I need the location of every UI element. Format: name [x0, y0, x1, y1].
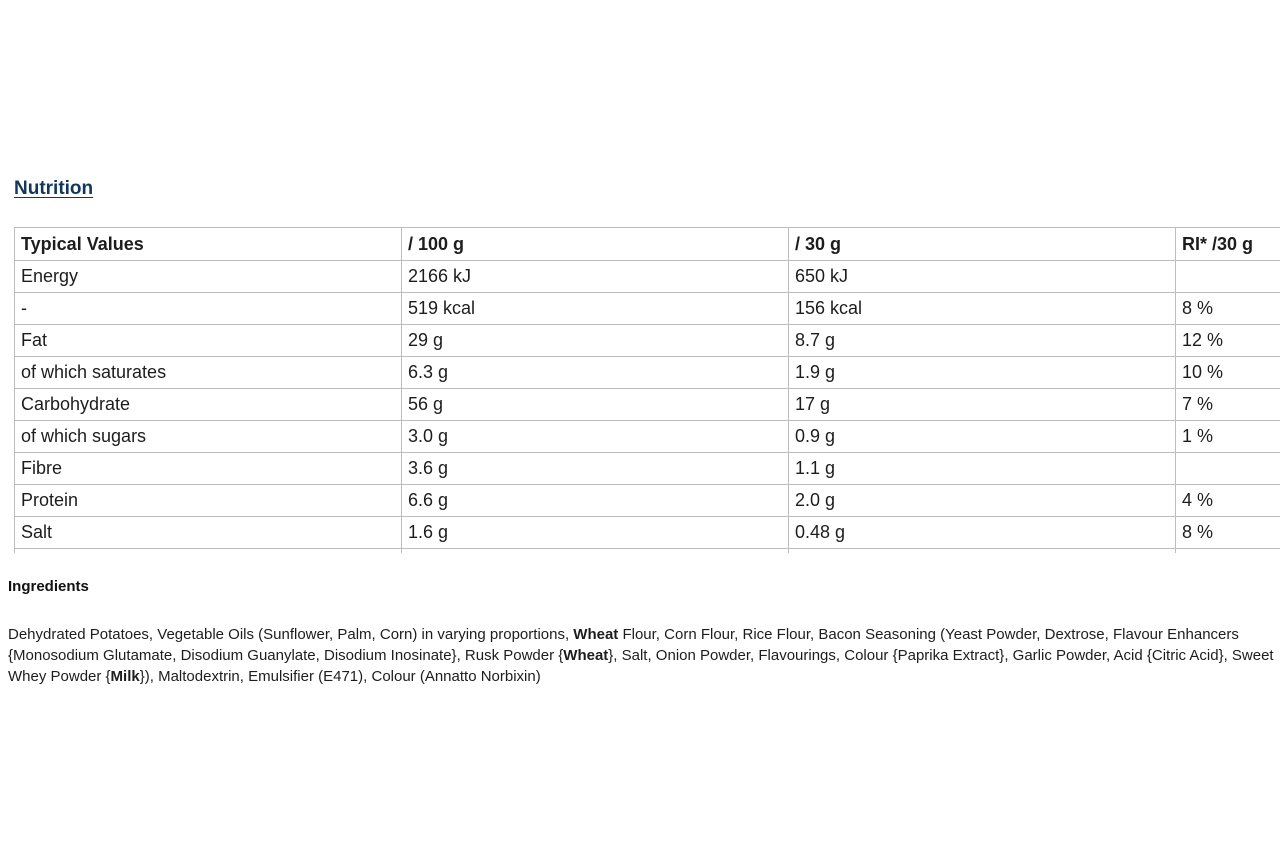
- header-per-100g: / 100 g: [402, 228, 789, 261]
- nutrient-name: Salt: [15, 517, 402, 549]
- value-ri: [1176, 261, 1280, 293]
- value-per-100g: 3.0 g: [402, 421, 789, 453]
- value-ri: 12 %: [1176, 325, 1280, 357]
- nutrition-row-sugars: [15, 421, 1280, 453]
- nutrient-name: of which saturates: [15, 357, 402, 389]
- nutrient-name: -: [15, 293, 402, 325]
- ingredients-heading: Ingredients: [8, 578, 89, 595]
- nutrition-row-energy-kj: [15, 261, 1280, 293]
- nutrition-row-saturates: [15, 357, 1280, 389]
- value-ri: 4 %: [1176, 485, 1280, 517]
- spacer-cell: [15, 549, 402, 554]
- nutrient-name: Energy: [15, 261, 402, 293]
- spacer-cell: [402, 549, 789, 554]
- value-ri: [1176, 453, 1280, 485]
- value-per-30g: 1.1 g: [789, 453, 1176, 485]
- ingredients-allergen: Milk: [110, 668, 140, 685]
- value-ri: 8 %: [1176, 517, 1280, 549]
- ingredients-allergen: Wheat: [563, 647, 609, 664]
- nutrient-name: of which sugars: [15, 421, 402, 453]
- nutrition-header-row: [15, 228, 1280, 261]
- value-per-100g: 6.6 g: [402, 485, 789, 517]
- value-per-100g: 1.6 g: [402, 517, 789, 549]
- spacer-cell: [789, 549, 1176, 554]
- value-per-100g: 3.6 g: [402, 453, 789, 485]
- table-spacer-row: [15, 549, 1280, 554]
- header-typical-values: Typical Values: [15, 228, 402, 261]
- ingredients-segment: }, Salt, Onion Powder, Flavourings, Colour {Paprika Extract}, Garlic Powder, Acid {Citric Acid}, Sweet Whey Powder {: [8, 647, 1274, 685]
- value-per-30g: 650 kJ: [789, 261, 1176, 293]
- value-ri: 10 %: [1176, 357, 1280, 389]
- value-per-30g: 0.48 g: [789, 517, 1176, 549]
- nutrition-table: [14, 227, 1280, 553]
- nutrition-row-salt: [15, 517, 1280, 549]
- ingredients-text: [8, 624, 1276, 687]
- header-per-30g: / 30 g: [789, 228, 1176, 261]
- ingredients-segment: Flour, Corn Flour, Rice Flour, Bacon Seasoning (Yeast Powder, Dextrose, Flavour Enhancers {Monosodium Glutamate, Disodium Guanylate, Disodium Inosinate}, Rusk Powder {: [8, 626, 1239, 664]
- ingredients-segment: }), Maltodextrin, Emulsifier (E471), Colour (Annatto Norbixin): [139, 668, 541, 685]
- value-ri: 1 %: [1176, 421, 1280, 453]
- ingredients-allergen: Wheat: [573, 626, 619, 643]
- ingredients-segment: Dehydrated Potatoes, Vegetable Oils (Sunflower, Palm, Corn) in varying proportions,: [8, 626, 574, 643]
- nutrient-name: Protein: [15, 485, 402, 517]
- nutrition-row-protein: [15, 485, 1280, 517]
- nutrient-name: Fat: [15, 325, 402, 357]
- nutrient-name: Carbohydrate: [15, 389, 402, 421]
- value-per-100g: 56 g: [402, 389, 789, 421]
- value-ri: 7 %: [1176, 389, 1280, 421]
- nutrient-name: Fibre: [15, 453, 402, 485]
- value-per-30g: 17 g: [789, 389, 1176, 421]
- value-per-30g: 0.9 g: [789, 421, 1176, 453]
- value-per-30g: 1.9 g: [789, 357, 1176, 389]
- spacer-cell: [1176, 549, 1280, 554]
- value-per-100g: 29 g: [402, 325, 789, 357]
- header-ri-per-30g: RI* /30 g: [1176, 228, 1280, 261]
- value-per-30g: 2.0 g: [789, 485, 1176, 517]
- value-per-100g: 2166 kJ: [402, 261, 789, 293]
- nutrition-row-fat: [15, 325, 1280, 357]
- value-per-100g: 519 kcal: [402, 293, 789, 325]
- nutrition-heading-link[interactable]: Nutrition: [14, 178, 94, 199]
- value-per-30g: 8.7 g: [789, 325, 1176, 357]
- value-ri: 8 %: [1176, 293, 1280, 325]
- nutrition-row-carbohydrate: [15, 389, 1280, 421]
- nutrition-row-energy-kcal: [15, 293, 1280, 325]
- value-per-100g: 6.3 g: [402, 357, 789, 389]
- nutrition-row-fibre: [15, 453, 1280, 485]
- value-per-30g: 156 kcal: [789, 293, 1176, 325]
